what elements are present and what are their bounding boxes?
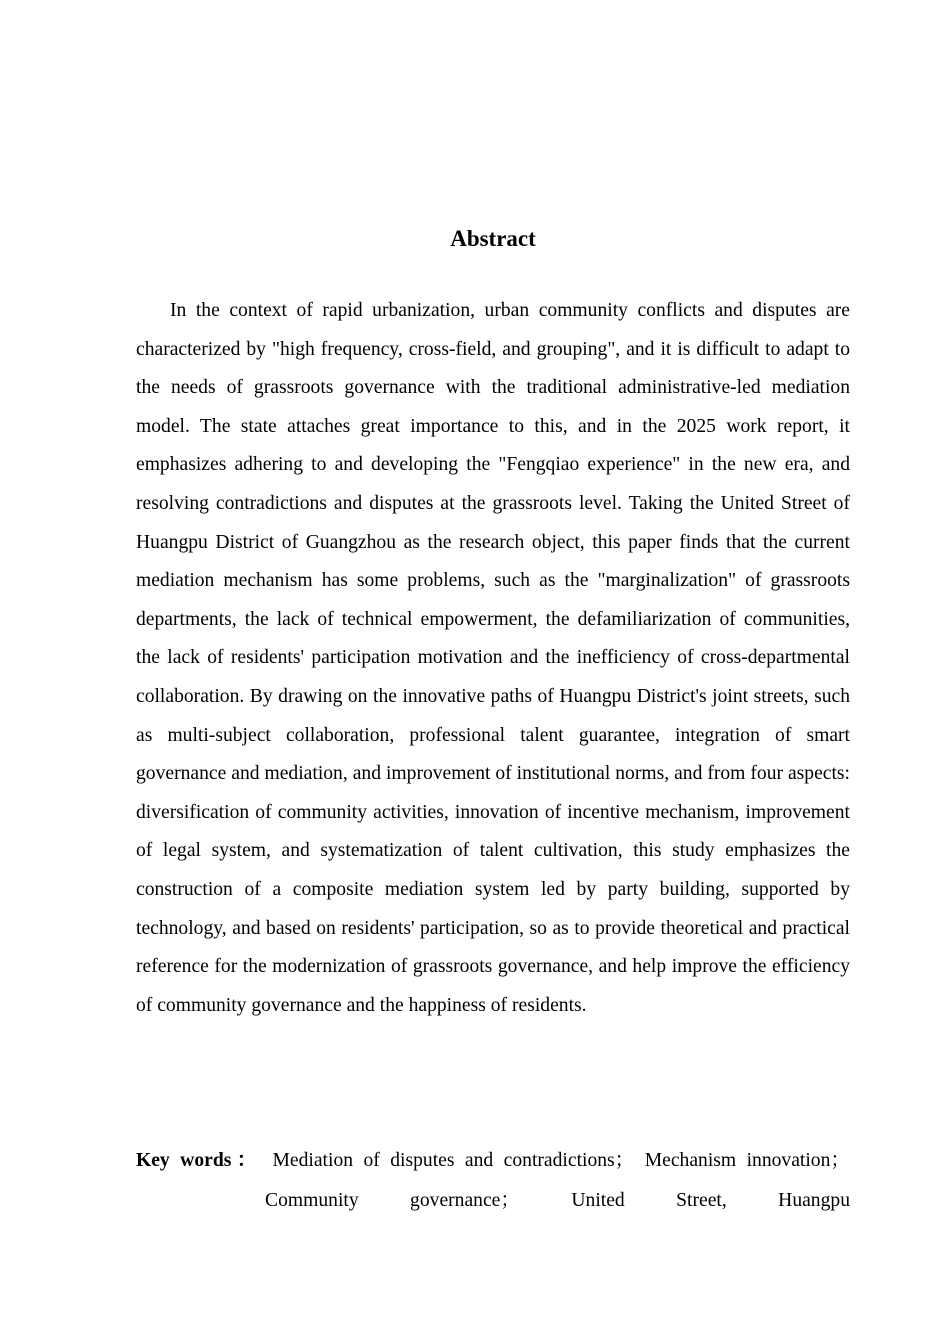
keywords-text: Mediation of disputes and contradictions； Mechanism innovation； Community governance； United Street, Huangpu [262,1150,850,1211]
keywords-line [136,1141,850,1221]
abstract-body-paragraph: In the context of rapid urbanization, urban community conflicts and disputes are characterized by "high frequency, cross-field, and grouping", and it is difficult to adapt to the needs of grassroots governance with the traditional administrative-led mediation model. The state attaches great importance to this, and in the 2025 work report, it emphasizes adhering to and developing the "Fengqiao experience" in the new era, and resolving contradictions and disputes at the grassroots level. Taking the United Street of Huangpu District of Guangzhou as the research object, this paper finds that the current mediation mechanism has some problems, such as the "marginalization" of grassroots departments, the lack of technical empowerment, the defamiliarization of communities, the lack of residents' participation motivation and the inefficiency of cross-departmental collaboration. By drawing on the innovative paths of Huangpu District's joint streets, such as multi-subject collaboration, professional talent guarantee, integration of smart governance and mediation, and improvement of institutional norms, and from four aspects: diversification of community activities, innovation of incentive mechanism, improvement of legal system, and systematization of talent cultivation, this study emphasizes the construction of a composite mediation system led by party building, supported by technology, and based on residents' participation, so as to provide theoretical and practical reference for the modernization of grassroots governance, and help improve the efficiency of community governance and the happiness of residents. [136,300,850,1016]
abstract-title: Abstract [450,226,536,252]
keywords-label: Key words： [136,1150,263,1171]
